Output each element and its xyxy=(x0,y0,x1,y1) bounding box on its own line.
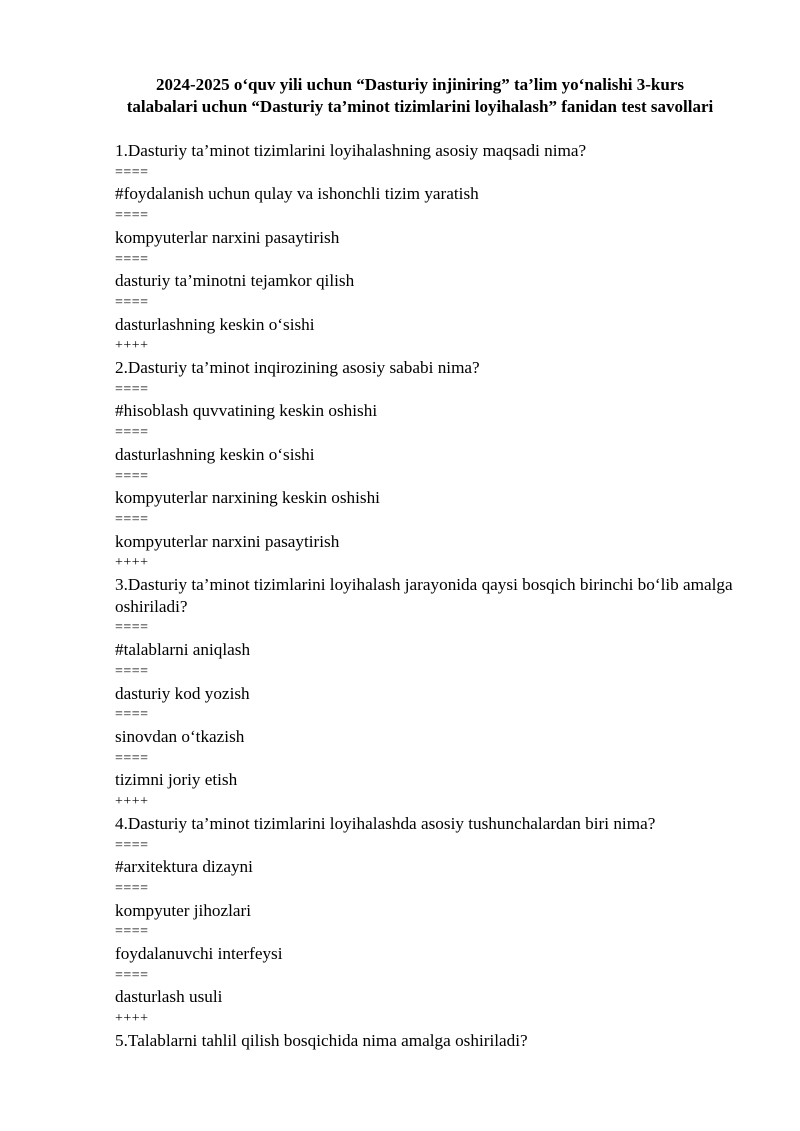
question-1: 1.Dasturiy ta’minot tizimlarini loyihalashning asosiy maqsadi nima? xyxy=(115,141,587,160)
separator: ==== xyxy=(115,663,149,679)
answer-option: kompyuterlar narxining keskin oshishi xyxy=(115,488,380,508)
separator: ==== xyxy=(115,294,149,310)
answer-option: foydalanuvchi interfeysi xyxy=(115,944,283,964)
separator: ==== xyxy=(115,425,149,441)
separator: ==== xyxy=(115,381,149,397)
question-end-marker: ++++ xyxy=(115,1011,149,1027)
separator: ==== xyxy=(115,837,149,853)
separator: ==== xyxy=(115,750,149,766)
answer-correct: #talablarni aniqlash xyxy=(115,640,251,660)
answer-option: kompyuter jihozlari xyxy=(115,900,252,920)
separator: ==== xyxy=(115,620,149,636)
separator: ==== xyxy=(115,251,149,267)
separator: ==== xyxy=(115,880,149,896)
separator: ==== xyxy=(115,164,149,180)
answer-option: dasturiy ta’minotni tejamkor qilish xyxy=(115,271,355,291)
separator: ==== xyxy=(115,707,149,723)
question-4: 4.Dasturiy ta’minot tizimlarini loyihalashda asosiy tushunchalardan biri nima? xyxy=(115,813,656,833)
answer-option: kompyuterlar narxini pasaytirish xyxy=(115,227,340,247)
separator: ==== xyxy=(115,468,149,484)
question-end-marker: ++++ xyxy=(115,555,149,571)
answer-option: dasturiy kod yozish xyxy=(115,683,250,703)
separator: ==== xyxy=(115,924,149,940)
answer-correct: #foydalanish uchun qulay va ishonchli tizim yaratish xyxy=(115,184,479,204)
document-title: 2024-2025 o‘quv yili uchun “Dasturiy injiniring” ta’lim yo‘nalishi 3-kurs talabalari uchun “Dasturiy ta’minot tizimlarini loyihalash” fanidan test savollari xyxy=(126,75,714,116)
separator: ==== xyxy=(115,967,149,983)
question-end-marker: ++++ xyxy=(115,794,149,810)
question-list xyxy=(115,140,740,1052)
answer-option: dasturlashning keskin o‘sishi xyxy=(115,314,315,334)
answer-option: kompyuterlar narxini pasaytirish xyxy=(115,531,340,551)
separator: ==== xyxy=(115,511,149,527)
answer-option: sinovdan o‘tkazish xyxy=(115,726,245,746)
question-2: 2.Dasturiy ta’minot inqirozining asosiy sababi nima? xyxy=(115,358,480,378)
separator: ==== xyxy=(115,208,149,224)
answer-option: dasturlash usuli xyxy=(115,987,223,1007)
answer-correct: #hisoblash quvvatining keskin oshishi xyxy=(115,401,378,421)
question-end-marker: ++++ xyxy=(115,338,149,354)
answer-correct: #arxitektura dizayni xyxy=(115,857,253,877)
answer-option: dasturlashning keskin o‘sishi xyxy=(115,444,315,464)
question-5: 5.Talablarni tahlil qilish bosqichida nima amalga oshiriladi? xyxy=(115,1030,528,1050)
answer-option: tizimni joriy etish xyxy=(115,770,238,790)
question-3: 3.Dasturiy ta’minot tizimlarini loyihalash jarayonida qaysi bosqich birinchi bo‘lib amalga oshiriladi? xyxy=(115,575,737,616)
